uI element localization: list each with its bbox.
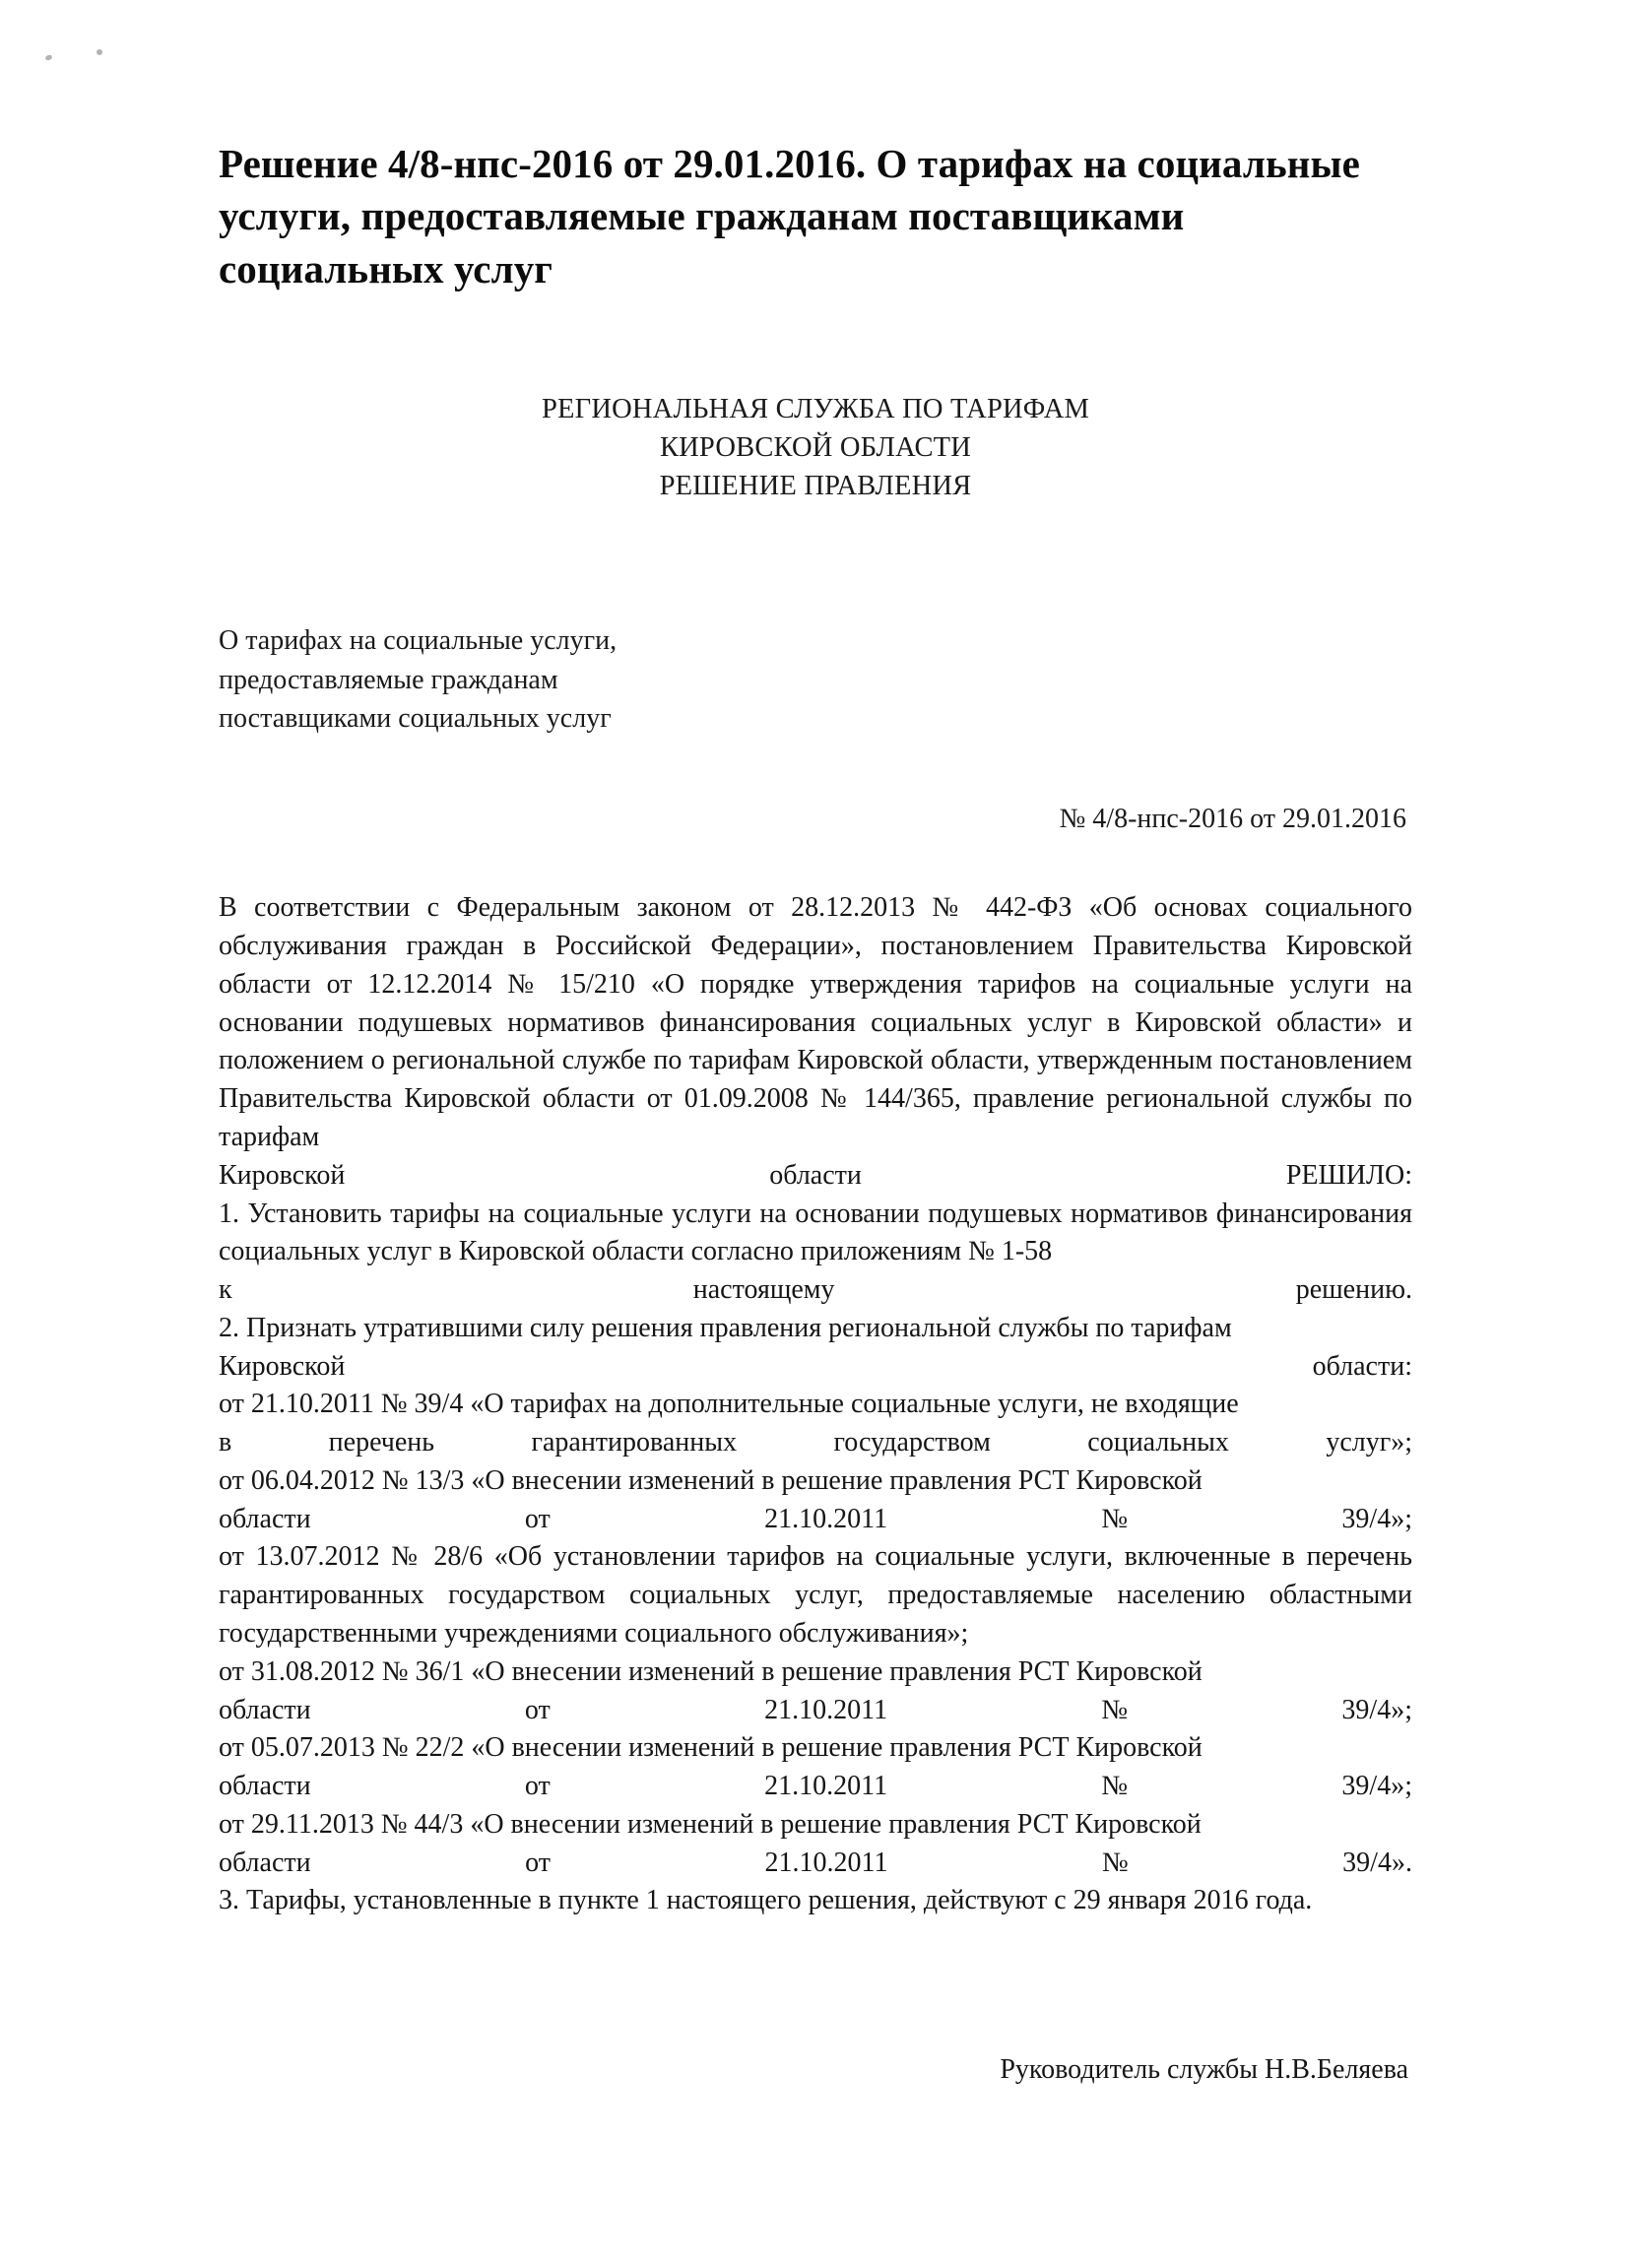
tail-part: 21.10.2011 — [764, 1847, 888, 1878]
tail-part: от — [524, 1694, 551, 1725]
repealed-entry-text: от 29.11.2013 № 44/3 «О внесении изменений в решение правления РСТ Кировской — [219, 1808, 1202, 1840]
signature-line: Руководитель службы Н.В.Беляева — [1000, 2054, 1408, 2086]
tail-part: 39/4»; — [1341, 1694, 1412, 1725]
decision-line-left: Кировской — [219, 1159, 346, 1191]
tail-part: государством — [833, 1427, 991, 1458]
agency-header-line-2: КИРОВСКОЙ ОБЛАСТИ — [659, 431, 972, 463]
item-1-tail-left: к — [219, 1274, 232, 1306]
document-content — [219, 0, 1412, 2086]
scan-speck-icon — [44, 54, 52, 61]
decision-line-middle: области — [769, 1159, 862, 1191]
page-title: Решение 4/8-нпс-2016 от 29.01.2016. О тарифах на социальные услуги, предоставляемые гражданам поставщиками социальных услуг — [219, 141, 1360, 292]
preamble-paragraph: В соответствии с Федеральным законом от 28.12.2013 № 442-ФЗ «Об основах социального обслуживания граждан в Российской Федерации», постановлением Правительства Кировской области от 12.12.2014 № 15/210 «О порядке утверждения тарифов на социальные услуги на основании подушевых нормативов финансирования социальных услуг в Кировской области» и положением о региональной службе по тарифам Кировской области, утвержденным постановлением Правительства Кировской области от 01.09.2008 № 144/365, правление региональной службы по тарифам — [219, 892, 1412, 1153]
tail-part: 21.10.2011 — [764, 1694, 888, 1725]
repealed-entry-tail-line — [219, 1768, 1412, 1806]
scan-speck-icon — [97, 49, 102, 55]
tail-part: 21.10.2011 — [764, 1503, 888, 1534]
repealed-entry-text: от 31.08.2012 № 36/1 «О внесении изменений в решение правления РСТ Кировской — [219, 1655, 1203, 1687]
tail-part: 21.10.2011 — [764, 1771, 888, 1802]
tail-part: перечень — [328, 1427, 435, 1458]
item-2-lead-tail-line — [219, 1348, 1412, 1387]
item-1-tail-line — [219, 1271, 1412, 1310]
item-3-text: 3. Тарифы, установленные в пункте 1 настоящего решения, действуют с 29 января 2016 года. — [219, 1885, 1313, 1916]
repealed-entry-text: от 21.10.2011 № 39/4 «О тарифах на дополнительные социальные услуги, не входящие — [219, 1389, 1239, 1420]
tail-part: в — [219, 1427, 232, 1458]
tail-part: от — [524, 1503, 551, 1534]
tail-part: области — [219, 1503, 311, 1534]
agency-header-line-1: РЕГИОНАЛЬНАЯ СЛУЖБА ПО ТАРИФАМ — [541, 393, 1090, 424]
tail-part: 39/4»; — [1341, 1503, 1412, 1534]
tail-part: услуг»; — [1326, 1427, 1412, 1458]
tail-part: области — [219, 1771, 311, 1802]
tail-part: № — [1101, 1694, 1129, 1725]
subject-line-2: предоставляемые гражданам — [219, 664, 558, 695]
subject-block — [219, 621, 1412, 739]
document-body — [219, 889, 1412, 1920]
tail-part: от — [524, 1771, 551, 1802]
tail-part: № — [1101, 1771, 1129, 1802]
tail-part: гарантированных — [531, 1427, 738, 1458]
decision-line-right: РЕШИЛО: — [1285, 1159, 1412, 1191]
subject-line-1: О тарифах на социальные услуги, — [219, 624, 618, 656]
tail-part: области — [219, 1847, 311, 1878]
repealed-entry-text: от 06.04.2012 № 13/3 «О внесении изменений в решение правления РСТ Кировской — [219, 1464, 1203, 1496]
decision-line — [219, 1157, 1412, 1196]
item-2-lead-tail-left: Кировской — [219, 1350, 346, 1382]
repealed-entry-text: от 13.07.2012 № 28/6 «Об установлении тарифов на социальные услуги, включенные в перечень гарантированных государством социальных услуг, предоставляемые населению областными государственными учреждениями социального обслуживания»; — [219, 1541, 1412, 1649]
item-2-lead-tail-right: области: — [1312, 1350, 1412, 1382]
tail-part: № — [1101, 1503, 1129, 1534]
tail-part: 39/4». — [1342, 1847, 1412, 1878]
agency-header — [219, 390, 1412, 505]
document-number: № 4/8-нпс-2016 от 29.01.2016 — [1059, 804, 1406, 835]
agency-header-line-3: РЕШЕНИЕ ПРАВЛЕНИЯ — [659, 470, 972, 501]
repealed-entry-text: от 05.07.2013 № 22/2 «О внесении изменений в решение правления РСТ Кировской — [219, 1732, 1203, 1764]
subject-line-3: поставщиками социальных услуг — [219, 703, 612, 735]
repealed-entry-tail-line — [219, 1845, 1412, 1883]
tail-part: № — [1101, 1847, 1129, 1878]
repealed-entry-tail-line — [219, 1692, 1412, 1730]
item-2-lead: 2. Признать утратившими силу решения правления региональной службы по тарифам — [219, 1312, 1232, 1343]
tail-part: области — [219, 1694, 311, 1725]
item-1-tail-right: решению. — [1295, 1274, 1412, 1306]
repealed-entry-tail-line — [219, 1501, 1412, 1539]
tail-part: 39/4»; — [1341, 1771, 1412, 1802]
tail-part: от — [525, 1847, 551, 1878]
item-1-text: 1. Установить тарифы на социальные услуги на основании подушевых нормативов финансирования социальных услуг в Кировской области согласно приложениям № 1-58 — [219, 1198, 1412, 1267]
tail-part: социальных — [1087, 1427, 1229, 1458]
repealed-entry-tail-line — [219, 1424, 1412, 1462]
item-1-tail-middle: настоящему — [692, 1274, 835, 1306]
